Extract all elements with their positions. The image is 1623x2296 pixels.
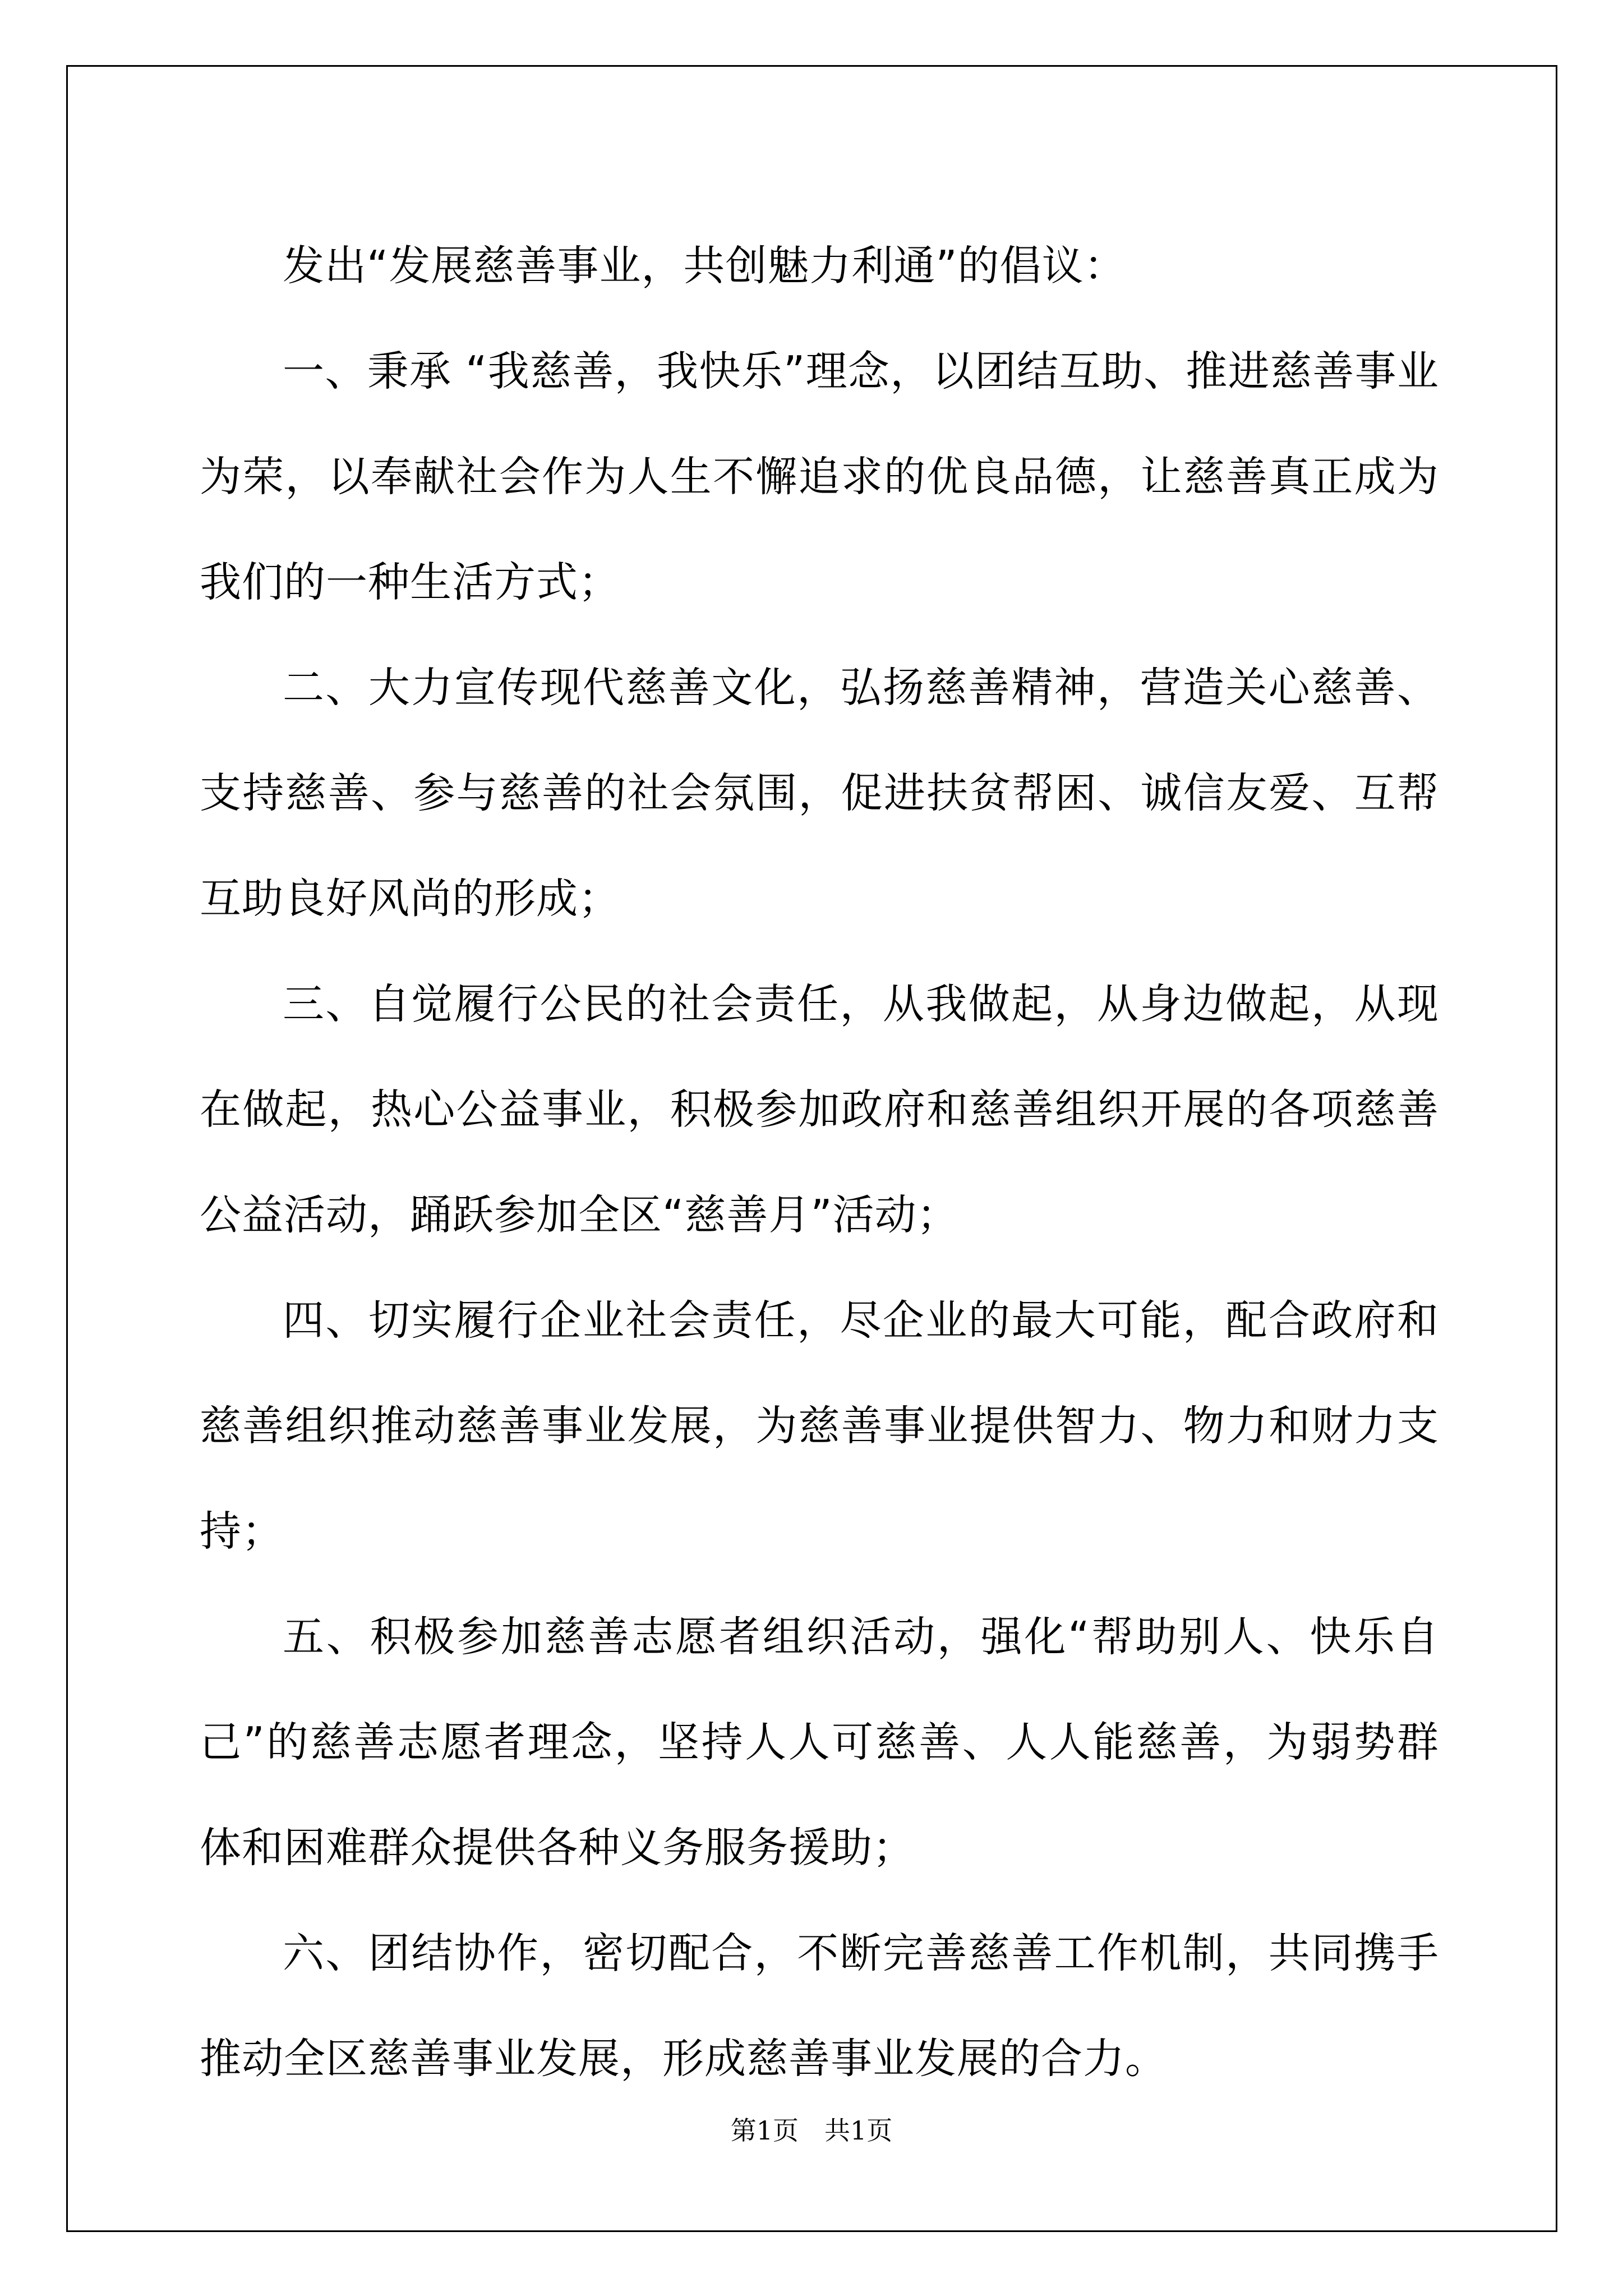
paragraph-item-4: 四、切实履行企业社会责任，尽企业的最大可能，配合政府和慈善组织推动慈善事业发展，为慈善事业提供智力、物力和财力支持； <box>200 1296 1439 1556</box>
page-number-footer: 第1页 共1页 <box>730 2115 893 2146</box>
paragraph-intro: 发出“发展慈善事业，共创魅力利通”的倡议： <box>283 242 1126 290</box>
paragraph-item-5: 五、积极参加慈善志愿者组织活动，强化“帮助别人、快乐自己”的慈善志愿者理念，坚持人人可慈善、人人能慈善，为弱势群体和困难群众提供各种义务服务援助； <box>200 1613 1439 1872</box>
paragraph-item-1: 一、秉承 “我慈善，我快乐”理念，以团结互助、推进慈善事业为荣，以奉献社会作为人生不懈追求的优良品德，让慈善真正成为我们的一种生活方式； <box>200 347 1439 606</box>
document-body <box>200 213 1439 2111</box>
paragraph-item-6: 六、团结协作，密切配合，不断完善慈善工作机制，共同携手推动全区慈善事业发展，形成慈善事业发展的合力。 <box>200 1929 1439 2083</box>
paragraph-item-2: 二、大力宣传现代慈善文化，弘扬慈善精神，营造关心慈善、支持慈善、参与慈善的社会氛围，促进扶贫帮困、诚信友爱、互帮互助良好风尚的形成； <box>200 664 1439 923</box>
paragraph-item-3: 三、自觉履行公民的社会责任，从我做起，从身边做起，从现在做起，热心公益事业，积极参加政府和慈善组织开展的各项慈善公益活动，踊跃参加全区“慈善月”活动； <box>200 980 1439 1239</box>
